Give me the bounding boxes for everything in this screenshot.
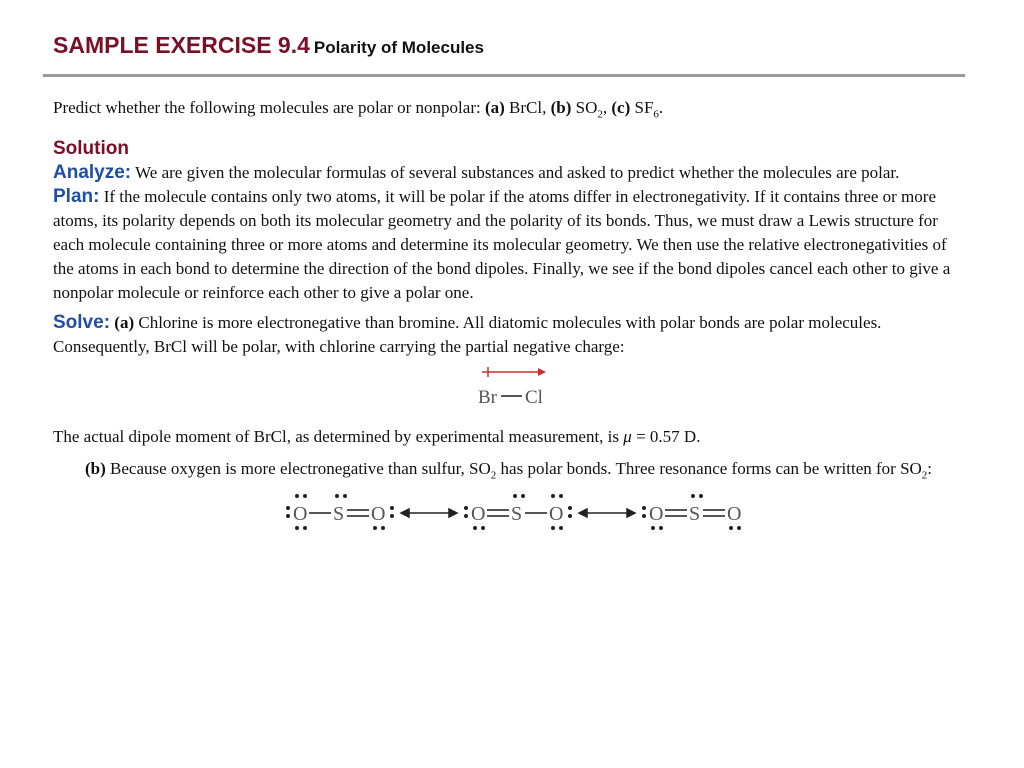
header-divider [43,74,965,77]
double-arrow-icon [401,509,457,517]
page-title: SAMPLE EXERCISE 9.4 [53,32,310,58]
brcl-structure [474,362,584,412]
atom-o: O [549,502,564,525]
atom-s: S [333,502,345,525]
resonance-structures [283,490,743,534]
so2-resonance-diagram [53,490,953,536]
atom-s: S [689,502,701,525]
page-subtitle: Polarity of Molecules [313,38,484,57]
mu-symbol: μ [623,427,632,447]
atom-o: O [371,502,386,525]
plan-paragraph: Plan: If the molecule contains only two atoms, it will be polar if the atoms differ in electronegativity. If it contains three or more atoms, its polarity depends on both its molecular geometry and the polarity of its bonds. Thus, we must draw a Lewis structure for each molecule containing three or more atoms and determine its molecular geometry. We then use the relative electronegativities of the atoms in each bond to determine the direction of the bond dipoles. Finally, we see if the bond dipoles cancel each other to give a nonpolar molecule or reinforce each other to give a polar one. [53,186,951,303]
problem-statement: Predict whether the following molecules are polar or nonpolar: (a) BrCl, (b) $SO_2$, (c) $SF_6$. [53,98,664,121]
dipole-moment-text: The actual dipole moment of BrCl, as determined by experimental measurement, is μ = 0.57 D. [53,427,701,447]
atom-o: O [649,502,664,525]
resonance-form-2 [471,503,563,525]
solve-paragraph: Solve: (a) Chlorine is more electronegative than bromine. All diatomic molecules with polar bonds are polar molecules. Consequently, BrCl will be polar, with chlorine carrying the partial negative charge: [53,312,882,357]
exercise-body [53,96,953,536]
double-arrow-icon [579,509,635,517]
solution-heading: Solution [53,138,129,160]
analyze-label: Analyze: [53,162,132,184]
exercise-title [53,32,484,59]
resonance-form-3 [649,503,741,525]
analyze-paragraph: Analyze: We are given the molecular formulas of several substances and asked to predict whether the molecules are polar. [53,162,900,184]
resonance-form-1 [293,503,385,525]
atom-br: Br [478,387,497,409]
atom-o: O [727,502,742,525]
solve-label: Solve: [53,312,111,334]
dipole-arrow-icon [482,367,546,377]
atom-cl: Cl [525,387,543,409]
brcl-dipole-diagram [53,359,953,425]
atom-s: S [511,502,523,525]
solve-b-paragraph: (b) Because oxygen is more electronegative than sulfur, $SO_2$ has polar bonds. Three resonance forms can be written for $SO_2$: [85,459,933,482]
atom-o: O [293,502,308,525]
plan-label: Plan: [53,186,100,208]
atom-o: O [471,502,486,525]
